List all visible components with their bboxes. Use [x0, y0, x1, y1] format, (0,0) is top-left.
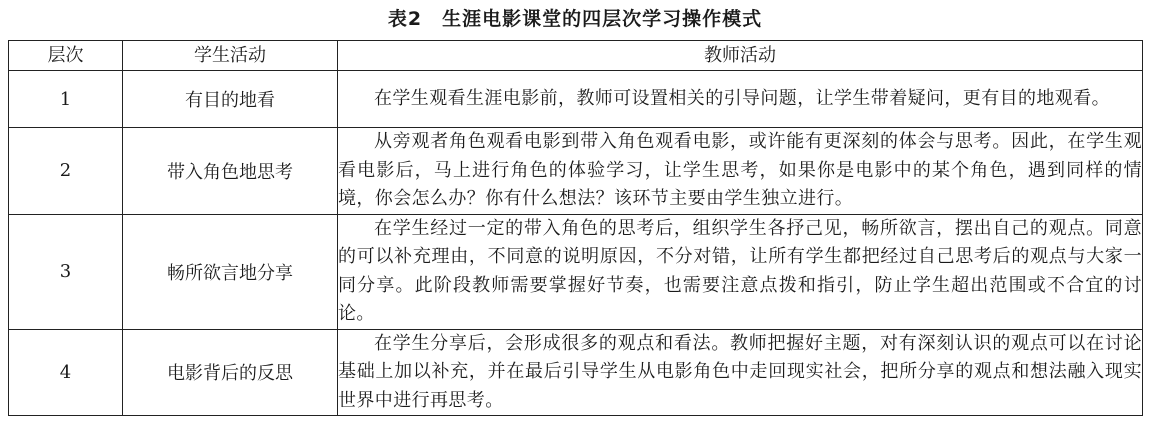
teacher-activity-text: 在学生分享后，会形成很多的观点和看法。教师把握好主题，对有深刻认识的观点可以在讨论基础上加以补充，并在最后引导学生从电影角色中走回现实社会，把所分享的观点和想法融入现实世界中进行再思考。: [338, 332, 1142, 411]
teacher-activity-cell: [338, 128, 1143, 215]
level-cell: 4: [9, 329, 123, 416]
learning-mode-table: [8, 40, 1143, 416]
level-cell: 3: [9, 214, 123, 329]
table-row: [9, 128, 1143, 215]
teacher-activity-cell: [338, 214, 1143, 329]
teacher-activity-text: 在学生观看生涯电影前，教师可设置相关的引导问题，让学生带着疑问，更有目的地观看。: [374, 87, 1110, 109]
table-row: [9, 329, 1143, 416]
table-header-row: [9, 41, 1143, 71]
table-row: [9, 71, 1143, 128]
teacher-activity-cell: [338, 329, 1143, 416]
student-activity-cell: 畅所欲言地分享: [123, 214, 338, 329]
student-activity-cell: 带入角色地思考: [123, 128, 338, 215]
header-teacher-activity: 教师活动: [338, 41, 1143, 71]
table-row: [9, 214, 1143, 329]
teacher-activity-text: 在学生经过一定的带入角色的思考后，组织学生各抒己见，畅所欲言，摆出自己的观点。同意的可以补充理由，不同意的说明原因，不分对错，让所有学生都把经过自己思考后的观点与大家一同分享。此阶段教师需要掌握好节奏，也需要注意点拨和指引，防止学生超出范围或不合宜的讨论。: [338, 217, 1142, 324]
level-cell: 1: [9, 71, 123, 128]
student-activity-cell: 电影背后的反思: [123, 329, 338, 416]
header-student-activity: 学生活动: [123, 41, 338, 71]
student-activity-cell: 有目的地看: [123, 71, 338, 128]
teacher-activity-text: 从旁观者角色观看电影到带入角色观看电影，或许能有更深刻的体会与思考。因此，在学生观看电影后，马上进行角色的体验学习，让学生思考，如果你是电影中的某个角色，遇到同样的情境，你会怎么办？你有什么想法？该环节主要由学生独立进行。: [338, 131, 1142, 209]
header-level: 层次: [9, 41, 123, 71]
level-cell: 2: [9, 128, 123, 215]
teacher-activity-cell: [338, 71, 1143, 128]
table-caption: 表2 生涯电影课堂的四层次学习操作模式: [387, 8, 763, 30]
